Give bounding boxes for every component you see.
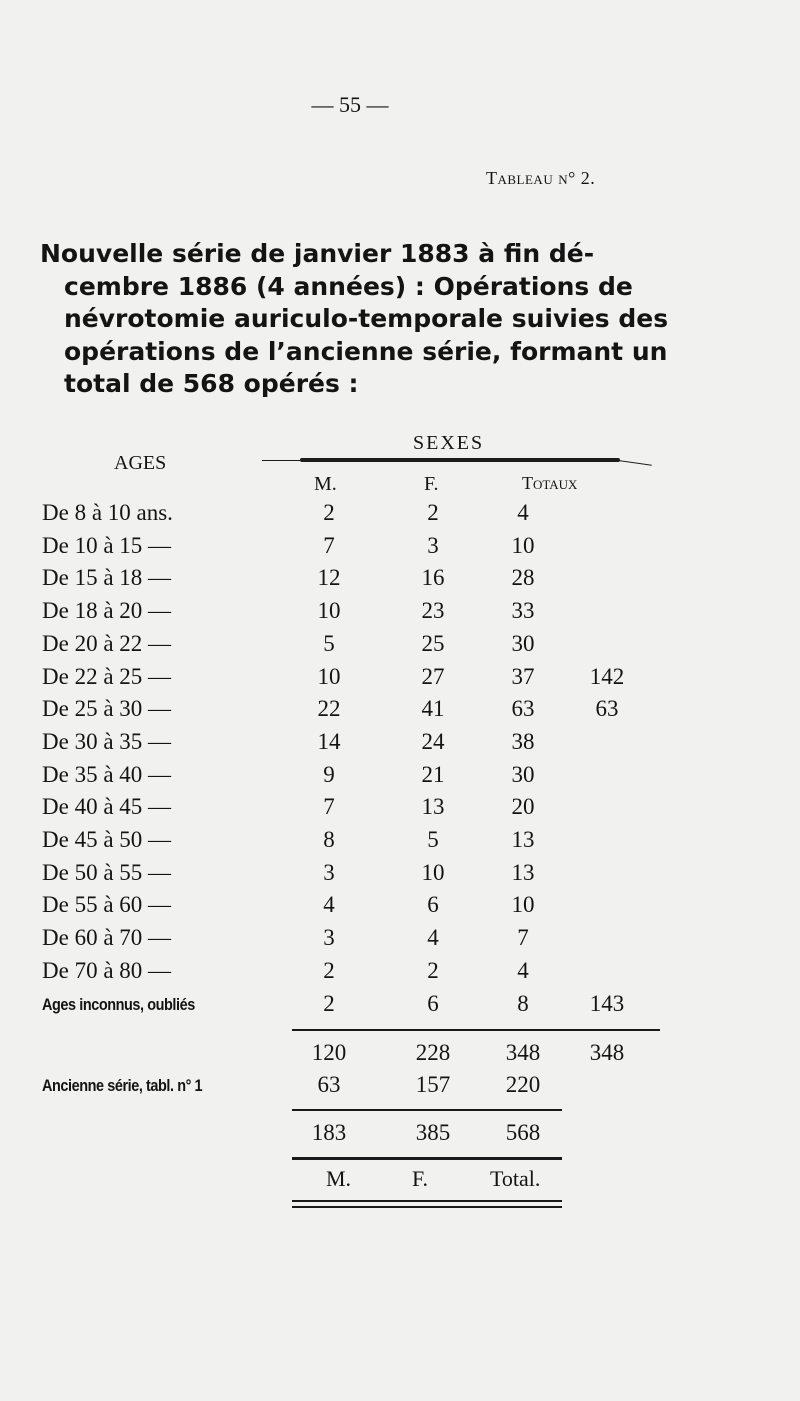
subtotal-total: 348	[505, 1040, 541, 1065]
ages-header: AGES	[114, 452, 167, 474]
total-cell: 10	[511, 892, 535, 918]
ancienne-m: 63	[317, 1072, 341, 1097]
age-cell: De 20 à 22 —	[42, 630, 172, 656]
m-cell: 2	[323, 500, 335, 525]
total-cell: 30	[511, 761, 535, 787]
total-cell: 4	[517, 957, 529, 983]
sexes-brace-tail	[618, 460, 652, 466]
total-cell: 33	[511, 598, 535, 624]
table-row	[0, 925, 800, 957]
ancienne-f: 157	[415, 1072, 451, 1097]
total-cell: 37	[511, 663, 535, 689]
m-cell: 7	[323, 794, 335, 820]
subtotal-m: 120	[311, 1040, 347, 1065]
f-cell: 41	[421, 696, 445, 722]
table-row	[0, 762, 800, 794]
ancienne-label: Ancienne série, tabl. n° 1	[42, 1076, 203, 1095]
f-cell: 23	[421, 598, 445, 624]
m-cell: 2	[323, 990, 335, 1016]
sexes-brace	[300, 458, 620, 462]
total-cell: 38	[511, 728, 535, 754]
subtotal-row	[0, 1040, 800, 1072]
table-rule	[292, 1109, 562, 1111]
f-cell: 6	[427, 990, 439, 1016]
age-cell: De 35 à 40 —	[42, 761, 172, 787]
totaux-header: Totaux	[522, 473, 578, 493]
age-cell: De 30 à 35 —	[42, 728, 172, 754]
group-total-cell: 63	[595, 696, 619, 722]
age-cell: De 70 à 80 —	[42, 957, 172, 983]
total-cell: 28	[511, 565, 535, 591]
f-cell: 3	[427, 532, 439, 558]
m-cell: 10	[317, 598, 341, 624]
f-cell: 4	[427, 925, 439, 951]
table-row	[0, 565, 800, 597]
table-caption: Tableau n° 2.	[486, 168, 596, 188]
total-cell: 13	[511, 827, 535, 852]
heading-line: névrotomie auriculo-temporale suivies des	[64, 304, 669, 333]
age-cell: De 55 à 60 —	[42, 892, 172, 918]
subtotal-f: 228	[415, 1040, 451, 1065]
f-cell: 2	[427, 957, 439, 983]
group-total-cell: 142	[589, 663, 625, 689]
table-row	[0, 794, 800, 826]
f-header: F.	[424, 473, 439, 495]
table-row	[0, 533, 800, 565]
age-cell: De 25 à 30 —	[42, 696, 172, 722]
table-rule	[292, 1029, 660, 1031]
f-cell: 27	[421, 663, 445, 689]
total-cell: 4	[517, 500, 529, 525]
grand-total-row	[0, 1120, 800, 1152]
age-cell: De 10 à 15 —	[42, 532, 172, 558]
m-header: M.	[314, 473, 337, 495]
age-cell: De 15 à 18 —	[42, 565, 172, 591]
age-cell: De 60 à 70 —	[42, 925, 172, 951]
heading-line: Nouvelle série de janvier 1883 à fin dé-	[40, 239, 595, 268]
m-cell: 3	[323, 859, 335, 885]
table-rule	[292, 1200, 562, 1202]
table-row	[0, 991, 800, 1023]
f-cell: 6	[427, 892, 439, 918]
table-row	[0, 631, 800, 663]
f-cell: 5	[427, 827, 439, 852]
age-cell: De 8 à 10 ans.	[42, 500, 173, 525]
m-cell: 12	[317, 565, 341, 591]
group-total-cell: 143	[589, 990, 625, 1016]
f-cell: 2	[427, 500, 439, 525]
page-number: — 55 —	[311, 92, 389, 117]
table-heading	[40, 238, 670, 401]
table-row	[0, 958, 800, 990]
age-cell: Ages inconnus, oubliés	[42, 994, 195, 1014]
heading-line: opérations de l’ancienne série, formant un	[64, 336, 668, 366]
f-cell: 10	[421, 859, 445, 885]
age-cell: De 45 à 50 —	[42, 827, 172, 852]
m-cell: 8	[323, 827, 335, 852]
subtotal-group: 348	[589, 1040, 625, 1065]
footer-m: M.	[326, 1166, 352, 1191]
heading-line: total de 568 opérés :	[64, 369, 359, 398]
f-cell: 24	[421, 728, 445, 754]
table-row	[0, 664, 800, 696]
total-cell: 20	[511, 794, 535, 820]
table-row	[0, 500, 800, 532]
sexes-header: SEXES	[413, 432, 485, 454]
m-cell: 9	[323, 761, 335, 787]
table-row	[0, 696, 800, 728]
table-row	[0, 598, 800, 630]
ancienne-total: 220	[505, 1072, 541, 1097]
m-cell: 2	[323, 957, 335, 983]
m-cell: 7	[323, 532, 335, 558]
m-cell: 22	[317, 696, 341, 722]
m-cell: 10	[317, 663, 341, 689]
table-row	[0, 729, 800, 761]
footer-f: F.	[412, 1166, 428, 1191]
total-cell: 10	[511, 532, 535, 558]
f-cell: 25	[421, 630, 445, 656]
table-row	[0, 827, 800, 859]
m-cell: 4	[323, 892, 335, 918]
table-rule	[292, 1157, 562, 1160]
grand-total-total: 568	[505, 1120, 541, 1145]
total-cell: 13	[511, 859, 535, 885]
m-cell: 14	[317, 728, 341, 754]
total-cell: 30	[511, 630, 535, 656]
footer-total: Total.	[490, 1166, 541, 1191]
ancienne-row	[0, 1072, 800, 1104]
table-rule	[292, 1206, 562, 1208]
table-row	[0, 860, 800, 892]
age-cell: De 40 à 45 —	[42, 794, 172, 820]
total-cell: 7	[517, 925, 529, 951]
heading-line: cembre 1886 (4 années) : Opérations de	[64, 271, 633, 301]
m-cell: 5	[323, 630, 335, 656]
m-cell: 3	[323, 925, 335, 951]
age-cell: De 18 à 20 —	[42, 598, 172, 624]
grand-total-f: 385	[415, 1120, 451, 1145]
grand-total-m: 183	[311, 1120, 347, 1145]
f-cell: 16	[421, 565, 445, 591]
table-row	[0, 892, 800, 924]
total-cell: 8	[517, 990, 529, 1016]
total-cell: 63	[511, 696, 535, 722]
age-cell: De 22 à 25 —	[42, 663, 172, 689]
f-cell: 13	[421, 794, 445, 820]
age-cell: De 50 à 55 —	[42, 859, 172, 885]
f-cell: 21	[421, 761, 445, 787]
sexes-brace-tail	[262, 460, 302, 461]
